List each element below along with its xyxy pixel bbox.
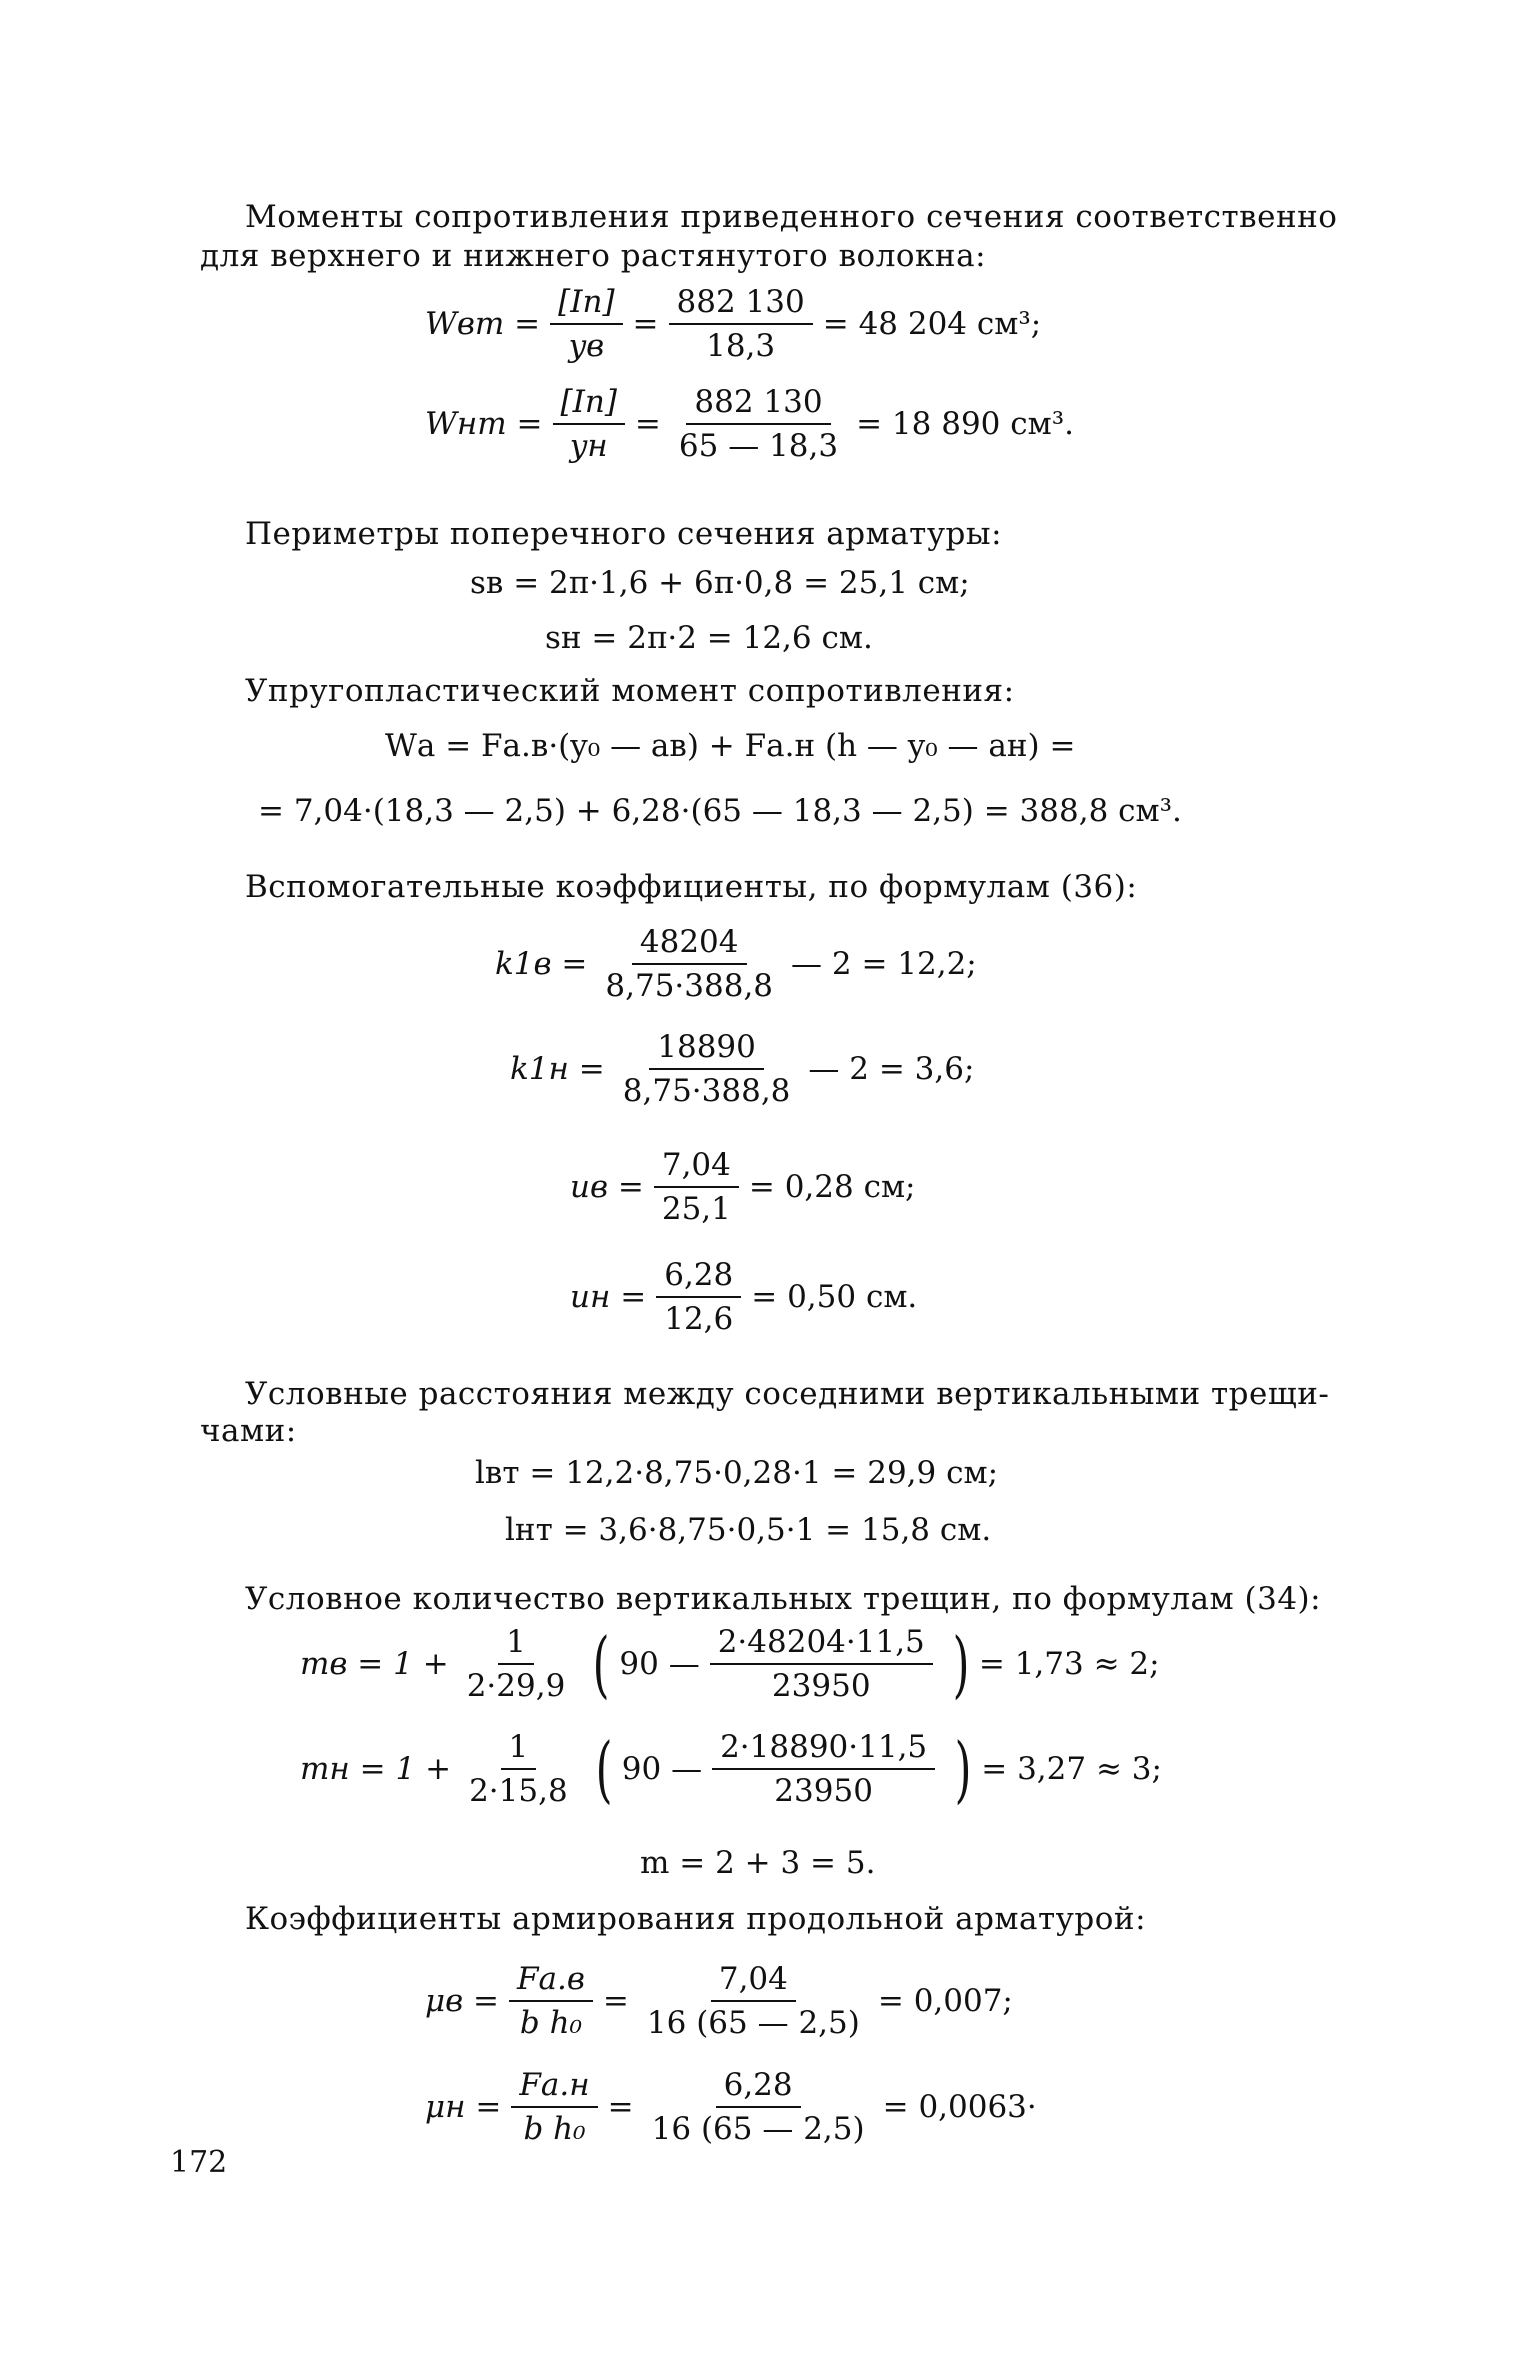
equation-mv: mв = 1 + $\frac{1}{2\cdot 29,9}$ ( 90 — $\frac{2\cdot 48204\cdot 11,5}{23950}$ ) = 1,73 ≈ 2; (300, 1622, 1160, 1706)
equation-sn: sн = 2π·2 = 12,6 см. (545, 620, 873, 656)
paragraph-distances-cont: чами: (200, 1413, 297, 1449)
paragraph-elastoplastic: Упругопластический момент сопротивления: (245, 673, 1015, 709)
equation-uv: uв = $\frac{7,04}{25,1}$ = 0,28 см; (570, 1147, 916, 1227)
equation-k1v: k1в = $\frac{48204}{8,75\cdot 388,8}$ — 2 = 12,2; (495, 924, 977, 1004)
equation-mn: mн = 1 + $\frac{1}{2\cdot 15,8}$ ( 90 — $\frac{2\cdot 18890\cdot 11,5}{23950}$ ) = 3,27 ≈ 3; (300, 1727, 1162, 1811)
equation-wn: Wнт = $\frac{[Iп]}{yн}$ = $\frac{882 130}{65 — 18,3}$ = 18 890 см³. (425, 384, 1075, 464)
equation-lv: lвт = 12,2·8,75·0,28·1 = 29,9 см; (475, 1455, 999, 1491)
paragraph-aux-coeffs: Вспомогательные коэффициенты, по формулам (36): (245, 869, 1138, 905)
paragraph-crack-count: Условное количество вертикальных трещин, по формулам (34): (245, 1581, 1322, 1617)
equation-wa-2: = 7,04·(18,3 — 2,5) + 6,28·(65 — 18,3 — 2,5) = 388,8 см³. (258, 793, 1182, 829)
equation-ln: lнт = 3,6·8,75·0,5·1 = 15,8 см. (505, 1512, 992, 1548)
page-number: 172 (170, 2145, 228, 2180)
equation-mun: μн = $\frac{Fа.н}{\text{b h₀}}$ = $\frac{6,28}{16 (65 — 2,5)}$ = 0,0063· (425, 2067, 1037, 2147)
paragraph-perimeters: Периметры поперечного сечения арматуры: (245, 516, 1003, 552)
paragraph-reinforcement: Коэффициенты армирования продольной арматурой: (245, 1901, 1147, 1937)
paragraph-distances: Условные расстояния между соседними вертикальными трещи- (245, 1376, 1330, 1412)
equation-un: uн = $\frac{6,28}{12,6}$ = 0,50 см. (570, 1257, 918, 1337)
equation-wa-1: Wа = Fа.в·(y₀ — aв) + Fа.н (h — y₀ — aн) = (385, 728, 1076, 764)
equation-wv: Wвт = $\frac{[Iп]}{yв}$ = $\frac{882 130}{18,3}$ = 48 204 см³; (425, 284, 1042, 364)
equation-sv: sв = 2π·1,6 + 6π·0,8 = 25,1 см; (470, 565, 970, 601)
equation-k1n: k1н = $\frac{18890}{8,75\cdot 388,8}$ — 2 = 3,6; (510, 1029, 975, 1109)
paragraph-moments-cont: для верхнего и нижнего растянутого волокна: (200, 238, 987, 274)
equation-m: m = 2 + 3 = 5. (640, 1845, 876, 1881)
equation-muv: μв = $\frac{Fа.в}{\text{b h₀}}$ = $\frac{7,04}{16 (65 — 2,5)}$ = 0,007; (425, 1961, 1013, 2041)
paragraph-moments: Моменты сопротивления приведенного сечения соответственно (245, 199, 1338, 235)
